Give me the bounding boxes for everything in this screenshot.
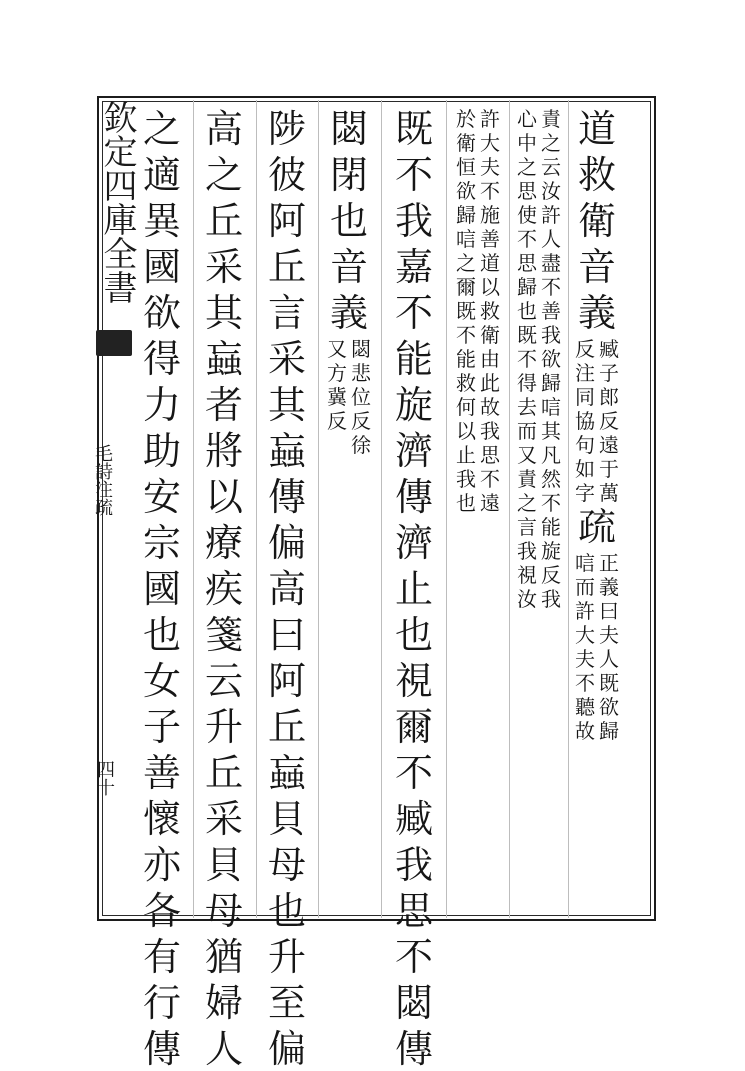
- commentary-char-left: 而: [575, 575, 595, 599]
- commentary-char-right: 夫: [480, 155, 500, 179]
- commentary-char-left: 協: [575, 409, 595, 433]
- commentary-char-left: 不: [517, 347, 537, 371]
- commentary-char-right: 善: [480, 227, 500, 251]
- main-text-char: 子: [143, 705, 182, 749]
- commentary-char-left: 方: [327, 361, 347, 385]
- main-text-char: 丘: [268, 245, 307, 289]
- main-text-char: 懷: [143, 797, 182, 841]
- commentary-char-right: 正: [599, 551, 619, 575]
- column-rule: [318, 100, 319, 918]
- commentary-char-right: 善: [541, 299, 561, 323]
- commentary-char-left: 爾: [456, 275, 476, 299]
- commentary-char-right: 徐: [351, 433, 371, 457]
- commentary-char-left: 之: [456, 251, 476, 275]
- main-text-char: 有: [143, 935, 182, 979]
- main-text-char: 疾: [205, 567, 244, 611]
- commentary-char-left: 救: [456, 371, 476, 395]
- commentary-char-right: 以: [480, 275, 500, 299]
- commentary-char-left: 而: [517, 419, 537, 443]
- main-text-char: 傳: [143, 1027, 182, 1071]
- main-text-char: 女: [143, 659, 182, 703]
- main-text-char: 各: [143, 889, 182, 933]
- commentary-char-right: 能: [541, 515, 561, 539]
- commentary-char-left: 於: [456, 107, 476, 131]
- commentary-char-right: 反: [541, 563, 561, 587]
- commentary-char-left: 思: [517, 179, 537, 203]
- main-text-char: 采: [268, 337, 307, 381]
- column-rule: [193, 100, 194, 918]
- commentary-char-right: 許: [541, 203, 561, 227]
- main-text-char: 升: [268, 935, 307, 979]
- commentary-char-right: 遠: [599, 433, 619, 457]
- main-text-char: 閟: [395, 981, 434, 1025]
- main-text-char: 思: [395, 889, 434, 933]
- commentary-char-left: 之: [517, 491, 537, 515]
- commentary-char-left: 汝: [517, 587, 537, 611]
- main-text-char: 旋: [395, 383, 434, 427]
- commentary-char-left: 心: [517, 107, 537, 131]
- main-text-char: 升: [205, 705, 244, 749]
- commentary-char-right: 此: [480, 371, 500, 395]
- main-text-char: 衛: [578, 199, 617, 243]
- commentary-char-right: 唁: [541, 395, 561, 419]
- commentary-char-right: 義: [599, 575, 619, 599]
- commentary-char-left: 也: [517, 299, 537, 323]
- margin-ornament: [96, 330, 132, 356]
- commentary-char-left: 許: [575, 599, 595, 623]
- main-text-char: 丘: [268, 705, 307, 749]
- commentary-char-left: 衛: [456, 131, 476, 155]
- main-text-char: 國: [143, 245, 182, 289]
- commentary-char-right: 歸: [599, 719, 619, 743]
- main-text-char: 善: [143, 751, 182, 795]
- commentary-char-left: 如: [575, 457, 595, 481]
- main-text-char: 義: [330, 291, 369, 335]
- commentary-char-left: 注: [575, 361, 595, 385]
- main-text-char: 義: [578, 291, 617, 335]
- main-text-char: 欲: [143, 291, 182, 335]
- commentary-char-right: 故: [480, 395, 500, 419]
- commentary-char-left: 聽: [575, 695, 595, 719]
- commentary-char-left: 反: [575, 337, 595, 361]
- commentary-char-left: 故: [575, 719, 595, 743]
- main-text-char: 云: [205, 659, 244, 703]
- commentary-char-left: 止: [456, 443, 476, 467]
- commentary-char-right: 遠: [480, 491, 500, 515]
- commentary-char-right: 反: [599, 409, 619, 433]
- main-text-char: 爾: [395, 705, 434, 749]
- column-rule: [568, 100, 569, 918]
- main-text-char: 箋: [205, 613, 244, 657]
- commentary-char-right: 人: [541, 227, 561, 251]
- main-text-char: 婦: [205, 981, 244, 1025]
- commentary-char-left: 思: [517, 251, 537, 275]
- main-text-char: 其: [268, 383, 307, 427]
- commentary-char-right: 其: [541, 419, 561, 443]
- commentary-char-right: 之: [541, 131, 561, 155]
- commentary-char-right: 大: [480, 131, 500, 155]
- main-text-char: 道: [578, 107, 617, 151]
- commentary-char-left: 言: [517, 515, 537, 539]
- commentary-char-right: 既: [599, 671, 619, 695]
- commentary-char-left: 中: [517, 131, 537, 155]
- commentary-char-right: 萬: [599, 481, 619, 505]
- main-text-char: 國: [143, 567, 182, 611]
- commentary-char-right: 歸: [541, 371, 561, 395]
- commentary-char-right: 曰: [599, 599, 619, 623]
- commentary-char-right: 臧: [599, 337, 619, 361]
- commentary-char-right: 我: [541, 587, 561, 611]
- collection-title: 欽定四庫全書: [97, 100, 137, 304]
- book-title: 毛詩注疏: [92, 444, 113, 516]
- commentary-char-left: 反: [327, 409, 347, 433]
- main-text-char: 宗: [143, 521, 182, 565]
- commentary-char-right: 不: [480, 467, 500, 491]
- commentary-char-left: 既: [517, 323, 537, 347]
- commentary-char-right: 不: [541, 275, 561, 299]
- commentary-char-left: 不: [456, 323, 476, 347]
- commentary-char-left: 唁: [456, 227, 476, 251]
- main-text-char: 者: [205, 383, 244, 427]
- commentary-char-right: 旋: [541, 539, 561, 563]
- main-text-char: 也: [268, 889, 307, 933]
- main-text-char: 丘: [205, 751, 244, 795]
- main-text-char: 至: [268, 981, 307, 1025]
- main-text-char: 傳: [395, 1027, 434, 1071]
- main-text-char: 彼: [268, 153, 307, 197]
- main-text-char: 陟: [268, 107, 307, 151]
- commentary-char-right: 于: [599, 457, 619, 481]
- main-text-char: 以: [205, 475, 244, 519]
- main-text-char: 音: [578, 245, 617, 289]
- main-text-char: 安: [143, 475, 182, 519]
- commentary-char-left: 又: [327, 337, 347, 361]
- commentary-char-right: 云: [541, 155, 561, 179]
- commentary-char-left: 唁: [575, 551, 595, 575]
- main-text-char: 閉: [330, 153, 369, 197]
- main-text-char: 母: [205, 889, 244, 933]
- main-text-char: 亦: [143, 843, 182, 887]
- commentary-char-left: 不: [575, 671, 595, 695]
- main-text-char: 人: [205, 1027, 244, 1071]
- commentary-char-right: 反: [351, 409, 371, 433]
- commentary-char-left: 得: [517, 371, 537, 395]
- commentary-char-right: 由: [480, 347, 500, 371]
- commentary-char-right: 然: [541, 467, 561, 491]
- commentary-char-left: 既: [456, 299, 476, 323]
- commentary-char-left: 何: [456, 395, 476, 419]
- commentary-char-left: 又: [517, 443, 537, 467]
- commentary-char-left: 去: [517, 395, 537, 419]
- commentary-char-right: 道: [480, 251, 500, 275]
- main-text-char: 采: [205, 245, 244, 289]
- commentary-char-left: 我: [517, 539, 537, 563]
- commentary-char-right: 汝: [541, 179, 561, 203]
- commentary-char-left: 歸: [517, 275, 537, 299]
- commentary-char-right: 思: [480, 443, 500, 467]
- main-text-char: 蝱: [205, 337, 244, 381]
- main-text-char: 不: [395, 291, 434, 335]
- main-text-char: 蝱: [268, 429, 307, 473]
- commentary-char-left: 同: [575, 385, 595, 409]
- main-text-char: 偏: [268, 521, 307, 565]
- commentary-char-right: 我: [541, 323, 561, 347]
- commentary-char-right: 衛: [480, 323, 500, 347]
- commentary-char-right: 欲: [599, 695, 619, 719]
- main-text-char: 高: [268, 567, 307, 611]
- column-rule: [381, 100, 382, 918]
- main-text-char: 音: [330, 245, 369, 289]
- commentary-char-left: 以: [456, 419, 476, 443]
- commentary-char-left: 冀: [327, 385, 347, 409]
- main-text-char: 嘉: [395, 245, 434, 289]
- commentary-char-left: 也: [456, 491, 476, 515]
- main-text-char: 母: [268, 843, 307, 887]
- main-text-char: 適: [143, 153, 182, 197]
- commentary-char-right: 閟: [351, 337, 371, 361]
- main-text-char: 也: [395, 613, 434, 657]
- commentary-char-left: 不: [517, 227, 537, 251]
- main-text-char: 貝: [205, 843, 244, 887]
- main-text-char: 阿: [268, 199, 307, 243]
- main-text-char: 得: [143, 337, 182, 381]
- main-text-char: 傳: [268, 475, 307, 519]
- commentary-char-right: 人: [599, 647, 619, 671]
- commentary-char-left: 歸: [456, 203, 476, 227]
- commentary-char-left: 我: [456, 467, 476, 491]
- main-text-char: 閟: [330, 107, 369, 151]
- commentary-char-right: 子: [599, 361, 619, 385]
- column-rule: [256, 100, 257, 918]
- commentary-char-left: 能: [456, 347, 476, 371]
- main-text-char: 異: [143, 199, 182, 243]
- commentary-char-right: 不: [541, 491, 561, 515]
- main-text-char: 將: [205, 429, 244, 473]
- commentary-char-right: 我: [480, 419, 500, 443]
- main-text-char: 濟: [395, 521, 434, 565]
- main-text-char: 阿: [268, 659, 307, 703]
- main-text-char: 之: [205, 153, 244, 197]
- main-text-char: 止: [395, 567, 434, 611]
- commentary-char-left: 夫: [575, 647, 595, 671]
- main-text-char: 救: [578, 153, 617, 197]
- main-text-char: 蝱: [268, 751, 307, 795]
- commentary-char-right: 凡: [541, 443, 561, 467]
- commentary-char-right: 郎: [599, 385, 619, 409]
- commentary-char-right: 夫: [599, 623, 619, 647]
- main-text-char: 高: [205, 107, 244, 151]
- main-text-char: 療: [205, 521, 244, 565]
- commentary-char-right: 施: [480, 203, 500, 227]
- main-text-char: 疏: [578, 505, 617, 549]
- commentary-char-right: 欲: [541, 347, 561, 371]
- commentary-char-left: 之: [517, 155, 537, 179]
- main-text-char: 不: [395, 153, 434, 197]
- main-text-char: 不: [395, 935, 434, 979]
- commentary-char-left: 責: [517, 467, 537, 491]
- main-text-char: 濟: [395, 429, 434, 473]
- main-text-char: 也: [330, 199, 369, 243]
- main-text-char: 不: [395, 751, 434, 795]
- commentary-char-right: 位: [351, 385, 371, 409]
- commentary-char-left: 使: [517, 203, 537, 227]
- commentary-char-left: 句: [575, 433, 595, 457]
- main-text-char: 既: [395, 107, 434, 151]
- commentary-char-right: 許: [480, 107, 500, 131]
- main-text-char: 猶: [205, 935, 244, 979]
- column-rule: [509, 100, 510, 918]
- page-number: 四十: [94, 760, 115, 796]
- main-text-char: 其: [205, 291, 244, 335]
- commentary-char-right: 救: [480, 299, 500, 323]
- main-text-char: 臧: [395, 797, 434, 841]
- commentary-char-left: 欲: [456, 179, 476, 203]
- column-rule: [446, 100, 447, 918]
- commentary-char-right: 責: [541, 107, 561, 131]
- commentary-char-left: 大: [575, 623, 595, 647]
- main-text-char: 曰: [268, 613, 307, 657]
- main-text-char: 視: [395, 659, 434, 703]
- commentary-char-right: 悲: [351, 361, 371, 385]
- main-text-char: 之: [143, 107, 182, 151]
- main-text-char: 也: [143, 613, 182, 657]
- main-text-char: 行: [143, 981, 182, 1025]
- main-text-char: 貝: [268, 797, 307, 841]
- commentary-char-left: 視: [517, 563, 537, 587]
- main-text-char: 傳: [395, 475, 434, 519]
- commentary-char-right: 盡: [541, 251, 561, 275]
- main-text-char: 我: [395, 843, 434, 887]
- main-text-char: 助: [143, 429, 182, 473]
- commentary-char-right: 不: [480, 179, 500, 203]
- commentary-char-left: 恒: [456, 155, 476, 179]
- main-text-char: 能: [395, 337, 434, 381]
- main-text-char: 我: [395, 199, 434, 243]
- commentary-char-left: 字: [575, 481, 595, 505]
- main-text-char: 言: [268, 291, 307, 335]
- main-text-char: 采: [205, 797, 244, 841]
- main-text-char: 偏: [268, 1027, 307, 1071]
- main-text-char: 丘: [205, 199, 244, 243]
- main-text-char: 力: [143, 383, 182, 427]
